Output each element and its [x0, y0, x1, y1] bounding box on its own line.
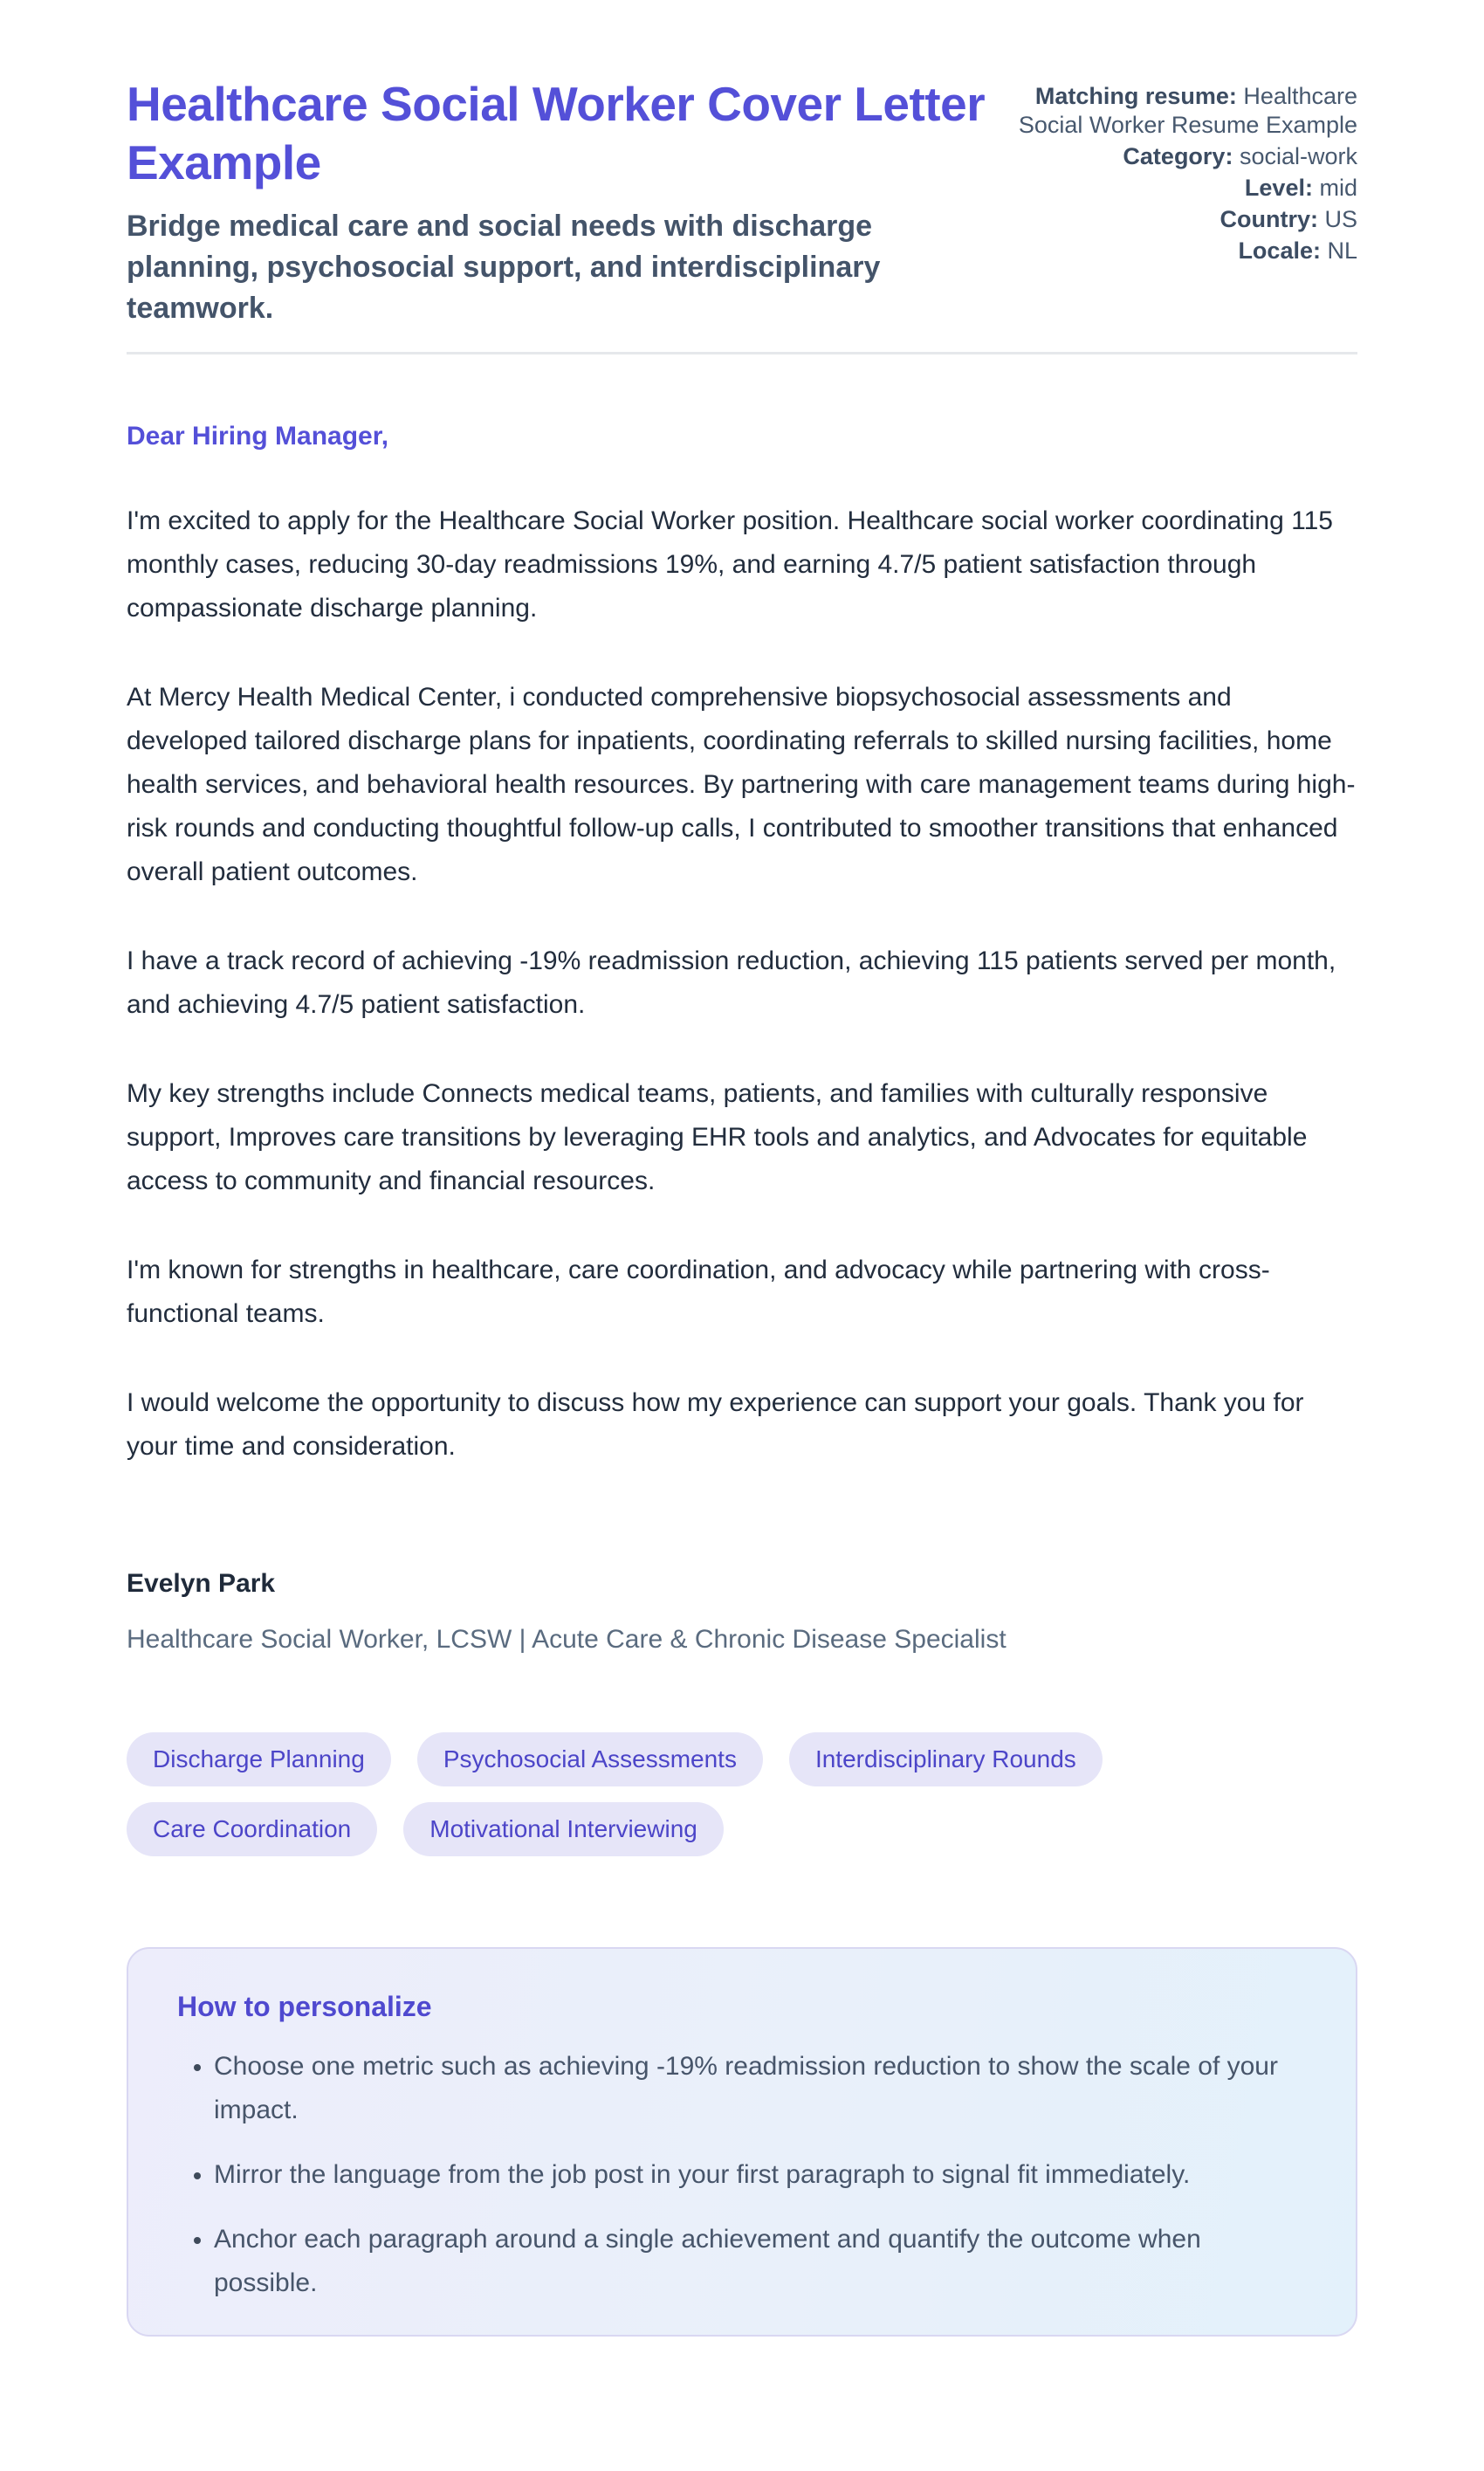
skill-tag-interdisciplinary-rounds: Interdisciplinary Rounds: [789, 1732, 1103, 1786]
personalize-bullet-2: • Mirror the language from the job post in your first paragraph to signal fit immediately.: [214, 2153, 1305, 2197]
page-subtitle: Bridge medical care and social needs with discharge planning, psychosocial support, and interdisciplinary teamwork.: [127, 210, 881, 325]
personalize-title: How to personalize: [177, 1991, 432, 2022]
letter-paragraph-4: My key strengths include Connects medical teams, patients, and families with culturally responsive support, Improves care transitions by leveraging EHR tools and analytics, and Advocates for equitable access to community and financial resources.: [127, 1079, 1308, 1195]
meta-country-label: Country:: [1219, 206, 1318, 232]
skill-tags: [127, 1732, 1357, 1856]
personalize-card: [127, 1947, 1357, 2337]
skill-tag-psychosocial-assessments: Psychosocial Assessments: [417, 1732, 763, 1786]
meta-locale-label: Locale:: [1238, 237, 1321, 264]
meta-country-value: US: [1324, 206, 1357, 232]
salutation: Dear Hiring Manager,: [127, 422, 389, 451]
title-block: [127, 75, 1008, 329]
meta-matching-resume-value: Healthcare Social Worker Resume Example: [1018, 83, 1357, 138]
personalize-bullet-3: • Anchor each paragraph around a single achievement and quantify the outcome when possible.: [214, 2218, 1305, 2305]
letter-body: [127, 419, 1357, 1469]
meta-locale: [1008, 237, 1357, 265]
skill-tag-motivational-interviewing: Motivational Interviewing: [403, 1802, 724, 1856]
meta-level: [1008, 174, 1357, 203]
letter-paragraph-1: I'm excited to apply for the Healthcare Social Worker position. Healthcare social worker coordinating 115 monthly cases, reducing 30-day readmissions 19%, and earning 4.7/5 patient satisfaction through compassionate discharge planning.: [127, 506, 1333, 623]
meta-category-label: Category:: [1123, 143, 1233, 169]
meta-locale-value: NL: [1327, 237, 1357, 264]
resume-meta: [1008, 75, 1357, 268]
page-header: [127, 75, 1357, 329]
meta-matching-resume: [1008, 82, 1357, 140]
personalize-list: [177, 2045, 1307, 2305]
signature-role: Healthcare Social Worker, LCSW | Acute Care & Chronic Disease Specialist: [127, 1625, 1007, 1654]
meta-country: [1008, 205, 1357, 234]
meta-matching-resume-label: Matching resume:: [1034, 83, 1237, 109]
letter-paragraph-6: I would welcome the opportunity to discuss how my experience can support your goals. Thank you for your time and consideration.: [127, 1388, 1304, 1461]
meta-category-value: social-work: [1239, 143, 1357, 169]
header-divider: [127, 352, 1357, 354]
page-title: Healthcare Social Worker Cover Letter Example: [127, 77, 986, 189]
meta-level-label: Level:: [1244, 175, 1313, 201]
meta-level-value: mid: [1319, 175, 1357, 201]
skill-tag-discharge-planning: Discharge Planning: [127, 1732, 391, 1786]
signature-name: Evelyn Park: [127, 1569, 276, 1598]
letter-paragraph-5: I'm known for strengths in healthcare, care coordination, and advocacy while partnering with cross-functional teams.: [127, 1256, 1270, 1328]
personalize-bullet-1: • Choose one metric such as achieving -19% readmission reduction to show the scale of your impact.: [214, 2045, 1305, 2132]
meta-category: [1008, 142, 1357, 171]
letter-paragraph-3: I have a track record of achieving -19% readmission reduction, achieving 115 patients served per month, and achieving 4.7/5 patient satisfaction.: [127, 946, 1336, 1019]
letter-paragraph-2: At Mercy Health Medical Center, i conducted comprehensive biopsychosocial assessments and developed tailored discharge plans for inpatients, coordinating referrals to skilled nursing facilities, home health services, and behavioral health resources. By partnering with care management teams during high-risk rounds and conducting thoughtful follow-up calls, I contributed to smoother transitions that enhanced overall patient outcomes.: [127, 683, 1356, 886]
signature-block: [127, 1566, 1357, 1657]
skill-tag-care-coordination: Care Coordination: [127, 1802, 377, 1856]
